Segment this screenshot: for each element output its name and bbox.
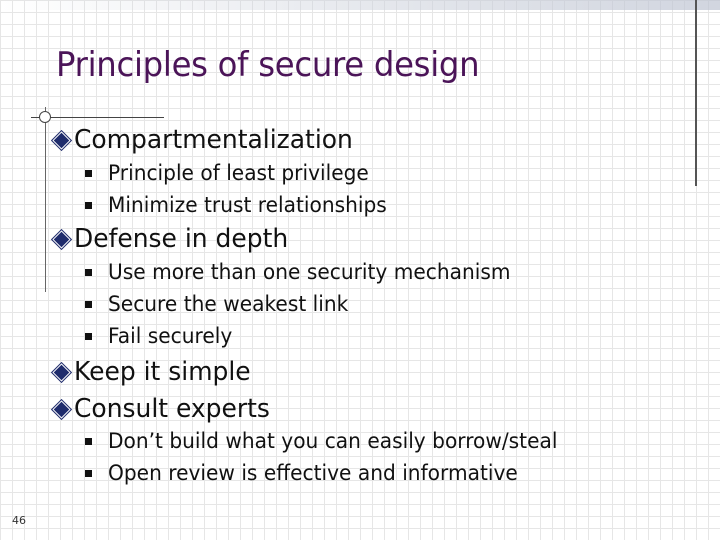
diamond-bullet-icon bbox=[52, 131, 70, 149]
subbullet-fail-securely bbox=[85, 321, 237, 351]
diamond-bullet-icon bbox=[52, 400, 70, 418]
subbullet-label: Open review is effective and informative bbox=[108, 461, 518, 485]
subbullet-label: Principle of least privilege bbox=[108, 161, 369, 185]
page-number: 46 bbox=[12, 514, 26, 527]
subbullet-borrow-steal bbox=[85, 426, 576, 456]
subbullet-label: Use more than one security mechanism bbox=[108, 260, 511, 284]
square-bullet-icon bbox=[85, 269, 92, 276]
slide-title: Principles of secure design bbox=[56, 45, 480, 85]
square-bullet-icon bbox=[85, 301, 92, 308]
square-bullet-icon bbox=[85, 470, 92, 477]
subbullet-label: Fail securely bbox=[108, 324, 233, 348]
subbullet-label: Don’t build what you can easily borrow/steal bbox=[108, 429, 558, 453]
square-bullet-icon bbox=[85, 438, 92, 445]
subbullet-open-review bbox=[85, 458, 535, 488]
subbullet-least-privilege bbox=[85, 158, 380, 188]
bullet-label: Consult experts bbox=[74, 394, 270, 424]
subbullet-more-than-one bbox=[85, 257, 527, 287]
diamond-bullet-icon bbox=[52, 230, 70, 248]
right-decorative-rule bbox=[695, 0, 697, 186]
subbullet-label: Secure the weakest link bbox=[108, 292, 349, 316]
bullet-label: Compartmentalization bbox=[74, 125, 353, 155]
crosshair-circle-icon bbox=[39, 111, 51, 123]
square-bullet-icon bbox=[85, 333, 92, 340]
bullet-consult-experts bbox=[52, 393, 278, 425]
bullet-compartmentalization bbox=[52, 124, 364, 156]
bullet-keep-it-simple bbox=[52, 356, 258, 388]
subbullet-minimize-trust bbox=[85, 190, 398, 220]
square-bullet-icon bbox=[85, 202, 92, 209]
square-bullet-icon bbox=[85, 170, 92, 177]
subbullet-weakest-link bbox=[85, 289, 358, 319]
diamond-bullet-icon bbox=[52, 363, 70, 381]
crosshair-vertical-line bbox=[45, 107, 46, 292]
subbullet-label: Minimize trust relationships bbox=[108, 193, 387, 217]
bullet-defense-in-depth bbox=[52, 223, 297, 255]
bullet-label: Keep it simple bbox=[74, 357, 251, 387]
bullet-label: Defense in depth bbox=[74, 224, 289, 254]
top-decorative-band bbox=[0, 0, 720, 10]
